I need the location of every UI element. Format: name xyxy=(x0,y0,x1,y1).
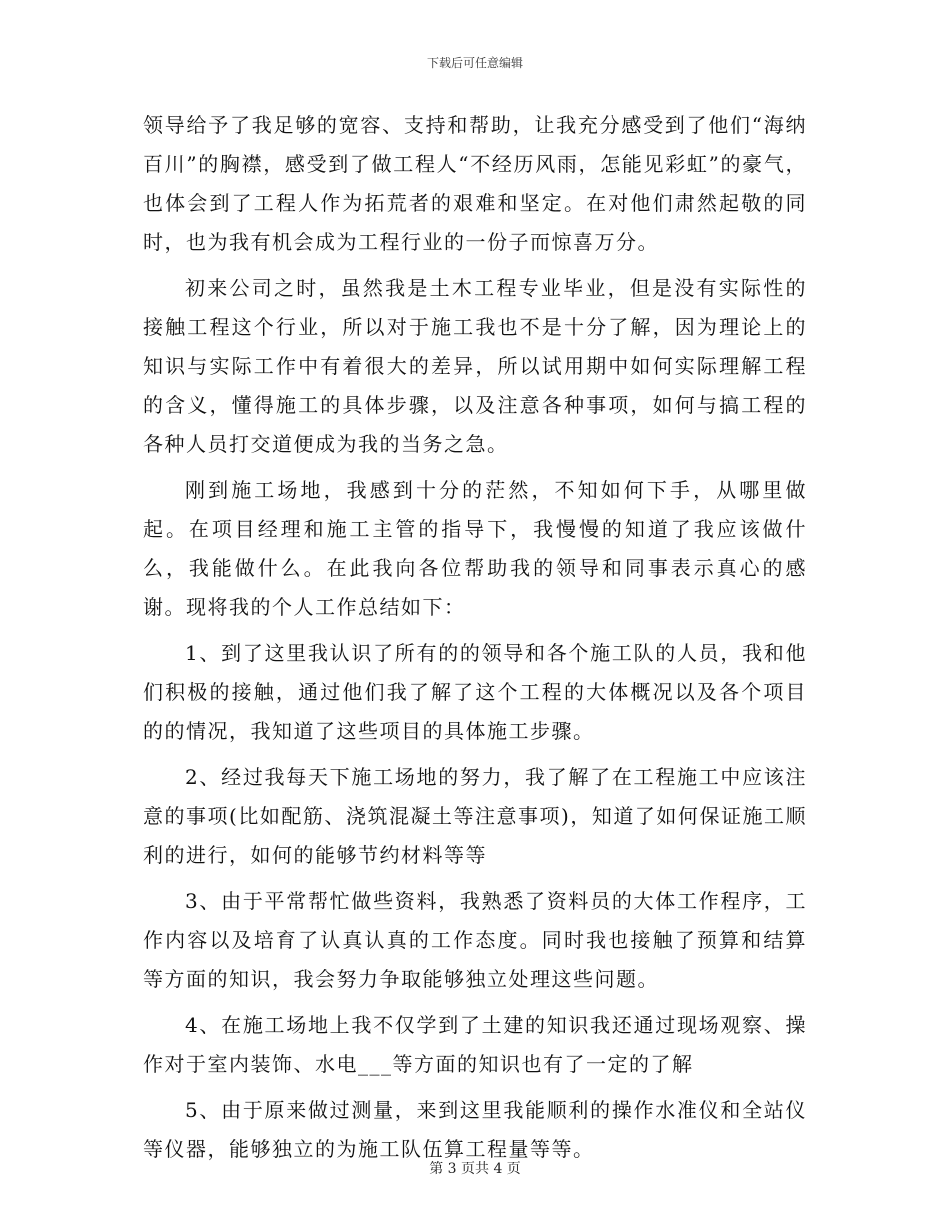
paragraph-2: 初来公司之时，虽然我是土木工程专业毕业，但是没有实际性的接触工程这个行业，所以对于施工我也不是十分了解，因为理论上的知识与实际工作中有着很大的差异，所以试用期中如何实际理解工程的含义，懂得施工的具体步骤，以及注意各种事项，如何与搞工程的各种人员打交道便成为我的当务之急。 xyxy=(143,276,807,456)
document-body xyxy=(143,106,807,1176)
list-item-2: 2、经过我每天下施工场地的努力，我了解了在工程施工中应该注意的事项(比如配筋、浇筑混凝土等注意事项)，知道了如何保证施工顺利的进行，如何的能够节约材料等等 xyxy=(143,765,807,867)
list-item-1: 1、到了这里我认识了所有的的领导和各个施工队的人员，我和他们积极的接触，通过他们我了解了这个工程的大体概况以及各个项目的的情况，我知道了这些项目的具体施工步骤。 xyxy=(143,641,807,743)
list-item-5: 5、由于原来做过测量，来到这里我能顺利的操作水准仪和全站仪等仪器，能够独立的为施工队伍算工程量等等。 xyxy=(143,1098,807,1161)
paragraph-1: 领导给予了我足够的宽容、支持和帮助，让我充分感受到了他们“海纳百川”的胸襟，感受到了做工程人“不经历风雨，怎能见彩虹”的豪气，也体会到了工程人作为拓荒者的艰难和坚定。在对他们肃然起敬的同时，也为我有机会成为工程行业的一份子而惊喜万分。 xyxy=(143,113,807,254)
list-item-3: 3、由于平常帮忙做些资料，我熟悉了资料员的大体工作程序，工作内容以及培育了认真认真的工作态度。同时我也接触了预算和结算等方面的知识，我会努力争取能够独立处理这些问题。 xyxy=(143,889,807,991)
list-item-4: 4、在施工场地上我不仅学到了土建的知识我还通过现场观察、操作对于室内装饰、水电___等方面的知识也有了一定的了解 xyxy=(143,1013,807,1076)
paragraph-3: 刚到施工场地，我感到十分的茫然，不知如何下手，从哪里做起。在项目经理和施工主管的指导下，我慢慢的知道了我应该做什么，我能做什么。在此我向各位帮助我的领导和同事表示真心的感谢。现将我的个人工作总结如下： xyxy=(143,478,807,619)
page-footer: 第 3 页共 4 页 xyxy=(429,1161,521,1177)
page-header: 下载后可任意编辑 xyxy=(426,56,523,70)
